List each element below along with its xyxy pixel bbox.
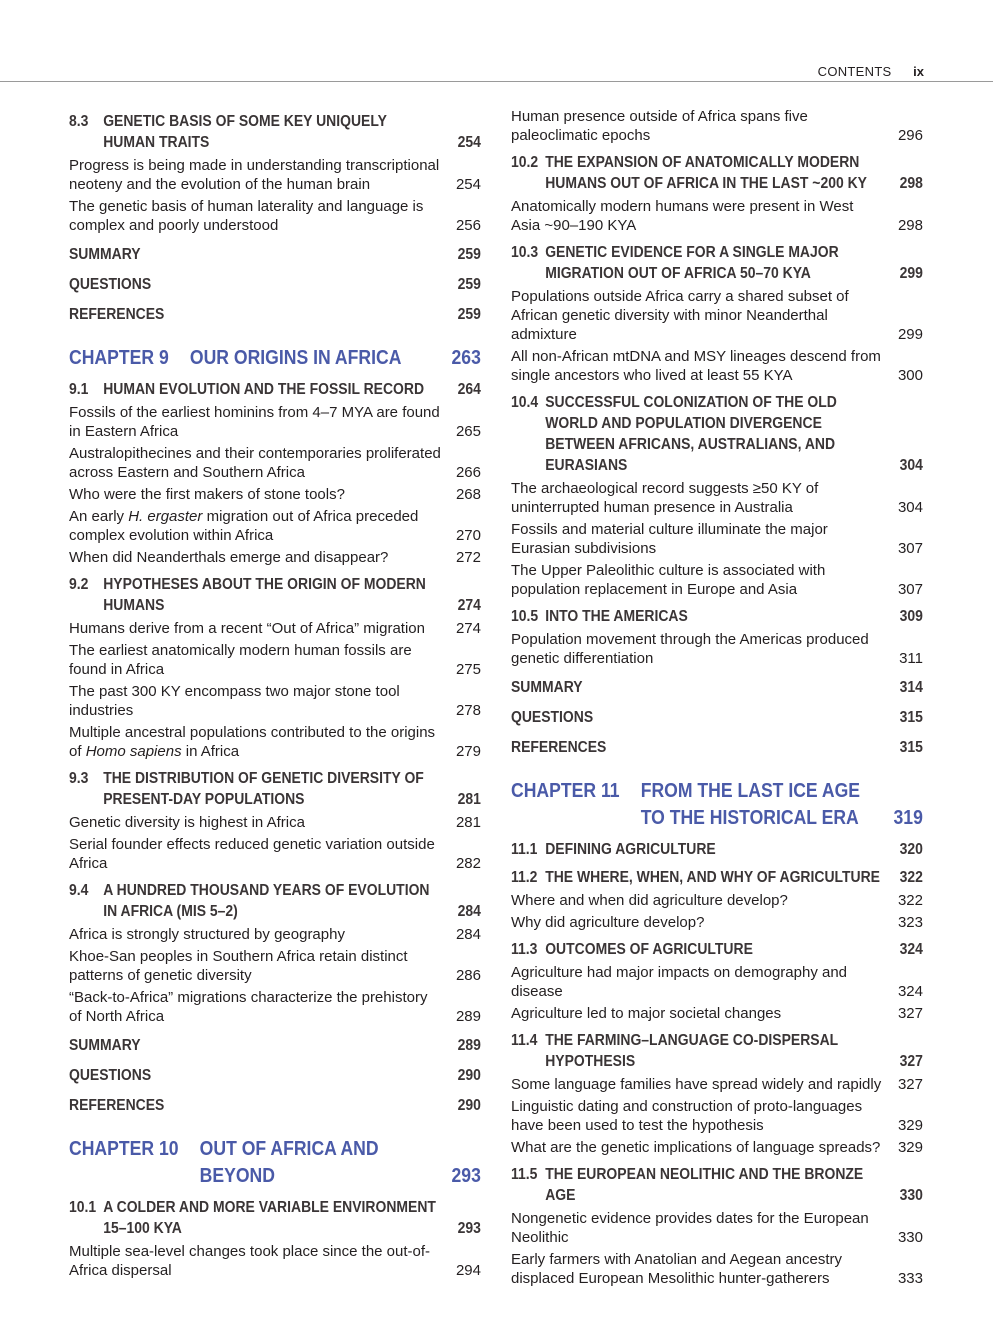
toc-page-number: 284 [457,903,481,920]
toc-entry-title [511,242,883,284]
toc-entry-title [511,606,883,627]
toc-page-number: 309 [899,608,923,625]
toc-left-column [69,104,481,1280]
toc-entry-title [511,778,884,832]
toc-sub-entry[interactable] [69,197,481,235]
section-number: 10.2 [511,154,539,171]
toc-page-number: 293 [451,1165,481,1187]
toc-entry-title: The earliest anatomically modern human fossils are found in Africa [69,642,412,678]
running-head [818,64,924,79]
section-title: OUTCOMES OF AGRICULTURE [545,941,753,958]
toc-page-number: 289 [457,1037,481,1054]
toc-entry-title [69,1197,441,1239]
section-title: A HUNDRED THOUSAND YEARS OF EVOLUTION IN AFRICA (MIS 5–2) [103,882,430,920]
toc-sub-entry[interactable] [69,947,481,985]
toc-section-entry[interactable] [511,839,923,860]
section-number: 9.3 [69,770,89,787]
toc-page-number: 304 [899,457,923,474]
toc-entry-title: Where and when did agriculture develop? [511,892,788,909]
toc-entry-title: SUMMARY [69,1037,141,1054]
section-number: 11.1 [511,841,538,858]
toc-section-entry[interactable] [69,1197,481,1239]
toc-entry-title: Australopithecines and their contemporaries proliferated across Eastern and Southern Africa [69,445,441,481]
chapter-number: CHAPTER 9 [69,347,169,369]
toc-sub-entry[interactable] [69,156,481,194]
section-title: THE WHERE, WHEN, AND WHY OF AGRICULTURE [545,869,880,886]
toc-page-number: 298 [899,175,923,192]
toc-page-number: 282 [455,855,481,872]
toc-entry-title: Fossils of the earliest hominins from 4–7 MYA are found in Eastern Africa [69,404,440,440]
toc-plain-entry[interactable] [69,1065,481,1086]
toc-entry-title: Genetic diversity is highest in Africa [69,814,305,831]
section-number: 8.3 [69,113,89,130]
toc-sub-entry[interactable] [511,1138,923,1157]
toc-entry-title: “Back-to-Africa” migrations characterize the prehistory of North Africa [69,989,428,1025]
toc-sub-entry[interactable] [69,507,481,545]
toc-chapter-entry[interactable] [69,345,481,372]
toc-entry-title: Progress is being made in understanding transcriptional neoteny and the evolution of the human brain [69,157,440,193]
section-title: GENETIC BASIS OF SOME KEY UNIQUELY HUMAN TRAITS [103,113,387,151]
chapter-number: CHAPTER 11 [511,780,620,802]
toc-entry-title: The past 300 KY encompass two major stone tool industries [69,683,400,719]
toc-page-number: 299 [899,265,923,282]
toc-entry-title: SUMMARY [511,679,583,696]
toc-page-number: 327 [897,1076,923,1093]
toc-page-number: 286 [455,967,481,984]
toc-section-entry[interactable] [69,880,481,922]
toc-sub-entry[interactable] [69,723,481,761]
toc-sub-entry[interactable] [69,619,481,638]
toc-sub-entry[interactable] [511,963,923,1001]
section-title: HYPOTHESES ABOUT THE ORIGIN OF MODERN HUMANS [103,576,426,614]
toc-sub-entry[interactable] [69,548,481,567]
toc-section-entry[interactable] [511,1030,923,1072]
toc-right-column [511,104,923,1288]
toc-sub-entry[interactable] [69,641,481,679]
toc-entry-title [69,345,442,372]
section-number: 11.3 [511,941,538,958]
toc-entry-title [69,379,441,400]
toc-page-number: 274 [457,597,481,614]
toc-entry-title [511,839,883,860]
italic-term: H. ergaster [128,508,203,525]
toc-entry-title: An early H. ergaster migration out of Africa preceded complex evolution within Africa [69,508,419,544]
toc-section-entry[interactable] [69,574,481,616]
running-head-label: CONTENTS [817,64,892,79]
toc-section-entry[interactable] [69,111,481,153]
toc-page-number: 294 [455,1262,481,1279]
section-number: 11.2 [511,869,538,886]
toc-entry-title: The genetic basis of human laterality and language is complex and poorly understood [69,198,424,234]
toc-sub-entry[interactable] [69,403,481,441]
toc-page-number: 264 [457,381,481,398]
toc-entry-title: Agriculture had major impacts on demography and disease [511,964,848,1000]
toc-plain-entry[interactable] [69,304,481,325]
section-title: DEFINING AGRICULTURE [545,841,716,858]
toc-plain-entry[interactable] [69,274,481,295]
section-number: 9.1 [69,381,89,398]
section-title: GENETIC EVIDENCE FOR A SINGLE MAJOR MIGRATION OUT OF AFRICA 50–70 KYA [545,244,839,282]
toc-page-number: 290 [457,1067,481,1084]
toc-entry-title: Anatomically modern humans were present in West Asia ~90–190 KYA [511,198,854,234]
header-rule [0,81,993,82]
toc-entry-title: Humans derive from a recent “Out of Africa” migration [69,620,425,637]
toc-page-number: 275 [455,661,481,678]
chapter-title: OUR ORIGINS IN AFRICA [189,347,402,369]
toc-entry-title: Early farmers with Anatolian and Aegean ancestry displaced European Mesolithic hunter-gatherers [511,1251,843,1287]
toc-entry-title: Multiple sea-level changes took place since the out-of-Africa dispersal [69,1243,431,1279]
toc-plain-entry[interactable] [69,244,481,265]
section-title: A COLDER AND MORE VARIABLE ENVIRONMENT 15–100 KYA [103,1199,436,1237]
section-title: THE FARMING–LANGUAGE CO-DISPERSAL HYPOTHESIS [545,1032,838,1070]
toc-page-number: 256 [455,217,481,234]
toc-section-entry[interactable] [511,242,923,284]
toc-plain-entry[interactable] [511,677,923,698]
section-number: 11.5 [511,1166,538,1183]
section-number: 9.2 [69,576,89,593]
toc-entry-title: Populations outside Africa carry a shared subset of African genetic diversity with minor Neanderthal admixture [511,288,849,343]
toc-page-number: 330 [897,1229,923,1246]
toc-page-number: 293 [457,1220,481,1237]
toc-page-number: 327 [899,1053,923,1070]
toc-entry-title: The archaeological record suggests ≥50 KY of uninterrupted human presence in Australia [511,480,819,516]
chapter-number: CHAPTER 10 [69,1138,179,1160]
section-number: 10.5 [511,608,539,625]
toc-page-number: 329 [897,1117,923,1134]
toc-entry-title: When did Neanderthals emerge and disappear? [69,549,389,566]
toc-section-entry[interactable] [511,867,923,888]
toc-page-number: 284 [455,926,481,943]
toc-plain-entry[interactable] [511,707,923,728]
toc-section-entry[interactable] [511,606,923,627]
section-number: 10.4 [511,394,539,411]
toc-section-entry[interactable] [511,939,923,960]
toc-page-number: 263 [451,347,481,369]
toc-page-number: 268 [455,486,481,503]
toc-entry-title: Human presence outside of Africa spans five paleoclimatic epochs [511,108,808,144]
toc-page-number: 274 [455,620,481,637]
toc-entry-title [69,1136,442,1190]
toc-page-number: 300 [897,367,923,384]
section-title: THE EXPANSION OF ANATOMICALLY MODERN HUMANS OUT OF AFRICA IN THE LAST ~200 KY [545,154,867,192]
toc-sub-entry[interactable] [69,925,481,944]
section-number: 10.3 [511,244,539,261]
toc-sub-entry[interactable] [511,1209,923,1247]
toc-entry-title: QUESTIONS [511,709,594,726]
toc-section-entry[interactable] [511,152,923,194]
chapter-title: FROM THE LAST ICE AGE TO THE HISTORICAL ERA [640,780,861,829]
toc-entry-title [511,1164,883,1206]
toc-sub-entry[interactable] [69,485,481,504]
toc-page-number: 329 [897,1139,923,1156]
toc-section-entry[interactable] [69,379,481,400]
section-title: INTO THE AMERICAS [545,608,688,625]
toc-section-entry[interactable] [511,392,923,476]
toc-entry-title: All non-African mtDNA and MSY lineages descend from single ancestors who lived at least 55 KYA [511,348,881,384]
toc-sub-entry[interactable] [511,1097,923,1135]
toc-page-number: 324 [897,983,923,1000]
toc-sub-entry[interactable] [511,479,923,517]
toc-entry-title: QUESTIONS [69,276,152,293]
toc-page-number: 254 [455,176,481,193]
toc-section-entry[interactable] [69,768,481,810]
toc-sub-entry[interactable] [511,913,923,932]
toc-entry-title: Serial founder effects reduced genetic variation outside Africa [69,836,435,872]
toc-entry-title [511,392,883,476]
chapter-title: OUT OF AFRICA AND BEYOND [199,1138,379,1187]
toc-page-number: 322 [897,892,923,909]
toc-page-number: 333 [897,1270,923,1287]
toc-entry-title: Nongenetic evidence provides dates for the European Neolithic [511,1210,869,1246]
toc-page-number: 299 [897,326,923,343]
toc-page-number: 289 [455,1008,481,1025]
toc-sub-entry[interactable] [511,1004,923,1023]
toc-sub-entry[interactable] [69,988,481,1026]
section-title: THE DISTRIBUTION OF GENETIC DIVERSITY OF PRESENT-DAY POPULATIONS [103,770,424,808]
section-number: 11.4 [511,1032,538,1049]
toc-entry-title: Africa is strongly structured by geography [69,926,345,943]
toc-sub-entry[interactable] [511,561,923,599]
toc-plain-entry[interactable] [69,1095,481,1116]
toc-page-number: 320 [899,841,923,858]
toc-entry-title: Population movement through the Americas produced genetic differentiation [511,631,869,667]
toc-chapter-entry[interactable] [69,1136,481,1190]
toc-entry-title: What are the genetic implications of language spreads? [511,1139,881,1156]
toc-page-number: 281 [455,814,481,831]
toc-entry-title: Why did agriculture develop? [511,914,705,931]
toc-plain-entry[interactable] [69,1035,481,1056]
toc-page-number: 254 [457,134,481,151]
toc-page-number: 327 [897,1005,923,1022]
toc-entry-title [511,939,883,960]
toc-page-number: 298 [897,217,923,234]
toc-entry-title: Multiple ancestral populations contributed to the origins of Homo sapiens in Africa [69,724,436,760]
toc-entry-title [69,574,441,616]
toc-entry-title: Fossils and material culture illuminate the major Eurasian subdivisions [511,521,828,557]
toc-page-number: 265 [455,423,481,440]
toc-section-entry[interactable] [511,1164,923,1206]
toc-page-number: 270 [455,527,481,544]
toc-entry-title: Some language families have spread widely and rapidly [511,1076,882,1093]
toc-sub-entry[interactable] [511,630,923,668]
toc-page-number: 307 [897,540,923,557]
toc-entry-title [69,111,441,153]
section-number: 10.1 [69,1199,97,1216]
toc-sub-entry[interactable] [511,347,923,385]
toc-page-number: 322 [899,869,923,886]
toc-page-number: 323 [897,914,923,931]
toc-page-number: 259 [457,246,481,263]
section-title: SUCCESSFUL COLONIZATION OF THE OLD WORLD AND POPULATION DIVERGENCE BETWEEN AFRICANS, AUSTRALIANS, AND EURASIANS [545,394,837,474]
toc-page-number: 259 [457,276,481,293]
toc-sub-entry[interactable] [511,1075,923,1094]
toc-sub-entry[interactable] [511,287,923,344]
toc-page-number: 315 [899,739,923,756]
toc-entry-title [511,867,883,888]
toc-entry-title: Linguistic dating and construction of proto-languages have been used to test the hypothesis [511,1098,863,1134]
running-head-page-number: ix [913,64,924,79]
toc-page-number: 279 [455,743,481,760]
toc-page-number: 281 [457,791,481,808]
toc-entry-title: QUESTIONS [69,1067,152,1084]
toc-plain-entry[interactable] [511,737,923,758]
toc-entry-title [511,152,883,194]
toc-page-number: 304 [897,499,923,516]
toc-entry-title: SUMMARY [69,246,141,263]
toc-page-number: 319 [893,807,923,829]
toc-entry-title: Who were the first makers of stone tools? [69,486,345,503]
toc-page-number: 311 [899,650,923,667]
toc-page-number: 272 [455,549,481,566]
toc-page-number: 266 [455,464,481,481]
toc-entry-title: Agriculture led to major societal changes [511,1005,782,1022]
toc-sub-entry[interactable] [511,107,923,145]
toc-sub-entry[interactable] [511,1250,923,1288]
toc-entry-title: REFERENCES [69,1097,165,1114]
toc-page-number: 307 [897,581,923,598]
toc-sub-entry[interactable] [511,520,923,558]
toc-page-number: 259 [457,306,481,323]
toc-page-number: 324 [899,941,923,958]
toc-page-number: 290 [457,1097,481,1114]
section-title: HUMAN EVOLUTION AND THE FOSSIL RECORD [103,381,425,398]
toc-entry-title: REFERENCES [69,306,165,323]
toc-page-number: 330 [899,1187,923,1204]
toc-sub-entry[interactable] [511,891,923,910]
toc-entry-title [511,1030,883,1072]
toc-page-number: 278 [455,702,481,719]
toc-sub-entry[interactable] [511,197,923,235]
toc-entry-title: The Upper Paleolithic culture is associated with population replacement in Europe and Asia [511,562,826,598]
section-number: 9.4 [69,882,89,899]
toc-chapter-entry[interactable] [511,778,923,832]
toc-page-number: 314 [899,679,923,696]
toc-entry-title: REFERENCES [511,739,607,756]
italic-term: Homo sapiens [85,743,182,760]
toc-entry-title [69,768,441,810]
toc-sub-entry[interactable] [69,682,481,720]
toc-entry-title [69,880,441,922]
toc-sub-entry[interactable] [69,813,481,832]
toc-entry-title: Khoe-San peoples in Southern Africa retain distinct patterns of genetic diversity [69,948,408,984]
toc-sub-entry[interactable] [69,835,481,873]
toc-sub-entry[interactable] [69,444,481,482]
toc-page-number: 296 [897,127,923,144]
toc-page-number: 315 [899,709,923,726]
section-title: THE EUROPEAN NEOLITHIC AND THE BRONZE AGE [545,1166,864,1204]
toc-sub-entry[interactable] [69,1242,481,1280]
